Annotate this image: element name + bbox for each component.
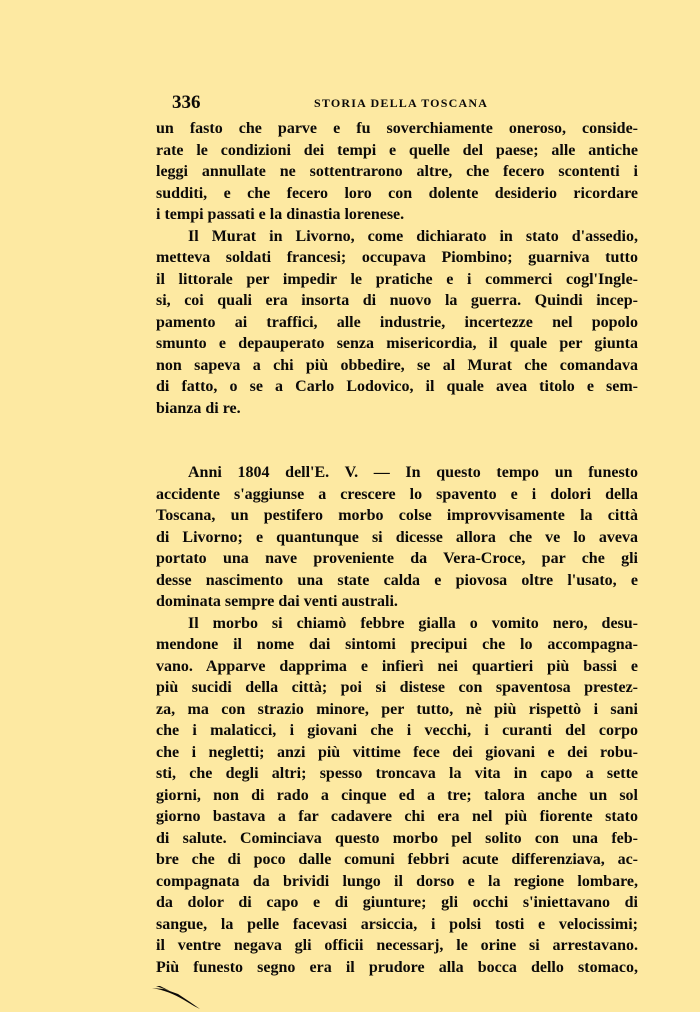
text-line: di fatto, o se a Carlo Lodovico, il quale avea titolo e sem- [156, 378, 638, 395]
text-line: più sucidi della città; poi si distese con spaventosa prestez- [156, 679, 638, 696]
text-line: da dolor di capo e di giunture; gli occhi s'iniettavano di [156, 894, 638, 911]
text-line: dominata sempre dai venti australi. [156, 593, 398, 610]
text-line: Il morbo si chiamò febbre gialla o vomito nero, desu- [188, 614, 638, 632]
paragraph-2 [156, 226, 638, 420]
text-line: giorno bastava a far cadavere chi era nel più fiorente stato [156, 808, 638, 825]
ink-mark [150, 980, 206, 1010]
text-line: bre che di poco dalle comuni febbri acute differenziava, ac- [156, 851, 638, 868]
text-line: che i malaticci, i giovani che i vecchi, i curanti del corpo [156, 722, 638, 739]
running-head: STORIA DELLA TOSCANA [314, 96, 489, 110]
text-line: Toscana, un pestifero morbo colse improvvisamente la città [156, 507, 638, 524]
text-line: Più funesto segno era il prudore alla bocca dello stomaco, [156, 958, 638, 976]
text-line: si, coi quali era insorta di nuovo la guerra. Quindi incep- [156, 292, 638, 309]
text-line: bianza di re. [156, 399, 241, 417]
text-line: Anni 1804 dell'E. V. — In questo tempo un funesto [188, 464, 638, 481]
text-line: compagnata da brividi lungo il dorso e la regione lombare, [156, 872, 638, 890]
text-line: accidente s'aggiunse a crescere lo spavento e i dolori della [156, 485, 638, 503]
page-number: 336 [172, 92, 201, 113]
text-line: rate le condizioni dei tempi e quelle del paese; alle antiche [156, 141, 638, 159]
text-line: portato una nave proveniente da Vera-Croce, par che gli [156, 550, 638, 567]
text-line: sti, che degli altri; spesso troncava la vita in capo a sette [156, 765, 638, 782]
section-gap [156, 419, 638, 462]
text-line: giorni, non di rado a cinque ed a tre; talora anche un sol [156, 786, 638, 804]
text-line: vano. Apparve dapprima e infierì nei quartieri più bassi e [156, 657, 638, 675]
paragraph-4 [156, 613, 638, 979]
text-line: sangue, la pelle facevasi arsiccia, i polsi tosti e velocissimi; [156, 915, 638, 933]
text-line: leggi annullate ne sottentrarono altre, che fecero scontenti i [156, 163, 638, 180]
text-line: di Livorno; e quantunque si dicesse allora che ve lo aveva [156, 528, 638, 546]
text-line: Il Murat in Livorno, come dichiarato in stato d'assedio, [188, 227, 638, 245]
text-line: che i negletti; anzi più vittime fece dei giovani e dei robu- [156, 743, 638, 761]
text-line: i tempi passati e la dinastia lorenese. [156, 206, 405, 223]
text-line: mendone il nome dai sintomi precipui che lo accompagna- [156, 636, 638, 653]
text-line: desse nascimento una state calda e piovosa oltre l'usato, e [156, 571, 638, 589]
text-line: za, ma con strazio minore, per tutto, nè più rispettò i sani [156, 700, 638, 718]
text-line: smunto e depauperato senza misericordia, il quale per giunta [156, 335, 638, 352]
paragraph-1 [156, 118, 638, 226]
paragraph-3 [156, 462, 638, 613]
text-line: il ventre negava gli officii necessarj, le orine si arrestavano. [156, 937, 638, 954]
text-line: un fasto che parve e fu soverchiamente oneroso, conside- [156, 120, 638, 137]
text-line: metteva soldati francesi; occupava Piombino; guarniva tutto [156, 249, 638, 266]
text-line: il littorale per impedir le pratiche e i commerci cogl'Ingle- [156, 270, 638, 288]
text-line: di salute. Cominciava questo morbo pel solito con una feb- [156, 829, 638, 847]
text-line: non sapeva a chi più obbedire, se al Murat che comandava [156, 356, 638, 374]
text-line: pamento ai traffici, alle industrie, incertezze nel popolo [156, 313, 638, 331]
text-line: sudditi, e che fecero loro con dolente desiderio ricordare [156, 184, 638, 202]
page-header [172, 92, 638, 114]
body-text [156, 118, 638, 978]
